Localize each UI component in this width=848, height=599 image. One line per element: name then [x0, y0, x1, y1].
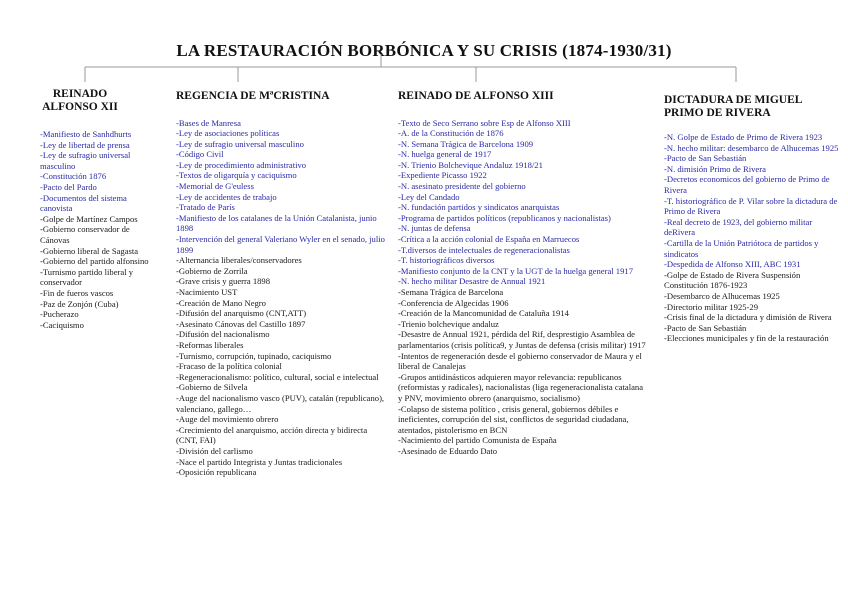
list-item: -Cartilla de la Unión Patriótoca de partidos y sindicatos — [664, 237, 819, 259]
list-item: -Turnismo, corrupción, tupinado, caciquismo — [176, 350, 332, 361]
list-item: -Manifiesto de Sanhdhurts — [40, 129, 132, 139]
list-item: -Gobierno de Silvela — [176, 382, 248, 393]
list-item: -N. huelga general de 1917 — [398, 149, 492, 160]
list-item: -Creación de Mano Negro — [176, 297, 266, 308]
list-item: -T. historiográfico de P. Vilar sobre la dictadura de Primo de Rivera — [664, 195, 838, 217]
list-item: -Gobierno de Zorrila — [176, 265, 248, 276]
list-item: -Constitución 1876 — [40, 171, 107, 182]
list-item: -Directorio militar 1925-29 — [664, 301, 759, 312]
column-alfonso-xiii — [398, 90, 648, 457]
list-item: -N. juntas de defensa — [398, 223, 471, 234]
list-item: -Asesinado de Eduardo Dato — [398, 445, 498, 456]
list-item: -Desembarco de Alhucemas 1925 — [664, 290, 780, 301]
column-cristina — [176, 90, 386, 478]
list-item: -Ley de accidentes de trabajo — [176, 191, 277, 202]
list-item: -Ley de sufragio universal masculino — [40, 150, 131, 171]
list-item: -Crisis final de la dictadura y dimisión de Rivera — [664, 312, 832, 323]
list-item: -Gobierno liberal de Sagasta — [40, 245, 139, 256]
list-item: -Fracaso de la política colonial — [176, 361, 282, 372]
list-item: -Crítica a la acción colonial de España en Marruecos — [398, 234, 580, 245]
list-item: -Texto de Seco Serrano sobre Esp de Alfonso XIII — [398, 117, 571, 128]
list-item: -Memorial de G'euless — [176, 181, 254, 192]
list-item: -Trienio bolchevique andaluz — [398, 318, 499, 329]
list-item: -Decretos economicos del gobierno de Primo de Rivera — [664, 174, 830, 195]
list-item: -Alternancia liberales/conservadores — [176, 255, 302, 266]
list-item: -A. de la Constitución de 1876 — [398, 128, 504, 139]
list-item: -Colapso de sistema político , crisis general, gobiernos débiles e ineficientes, corrupción del sist, conflictos de seguridad ciudadana, atentados, pistolerismo en BCN — [398, 403, 629, 435]
list-item: -N. Semana Trágica de Barcelona 1909 — [398, 138, 534, 149]
list-item: -T. historiográficos diversos — [398, 255, 495, 266]
events-list-alfonso-xiii — [398, 287, 648, 457]
column-title-dictadura: DICTADURA DE MIGUEL PRIMO DE RIVERA — [664, 94, 802, 119]
list-item: -Ley de procedimiento administrativo — [176, 159, 307, 170]
list-item: -Programa de partidos políticos (republicanos y nacionalistas) — [398, 212, 611, 223]
list-item: -Caciquismo — [40, 319, 84, 330]
list-item: -Auge del movimiento obrero — [176, 414, 279, 425]
list-item: -Pucherazo — [40, 309, 79, 320]
documents-list-alfonso-xii — [40, 129, 160, 214]
list-item: -Fin de fueros vascos — [40, 287, 114, 298]
list-item: -Real decreto de 1923, del gobierno militar deRivera — [664, 216, 813, 238]
list-item: -Intentos de regeneración desde el gobierno conservador de Maura y el liberal de Canalejas — [398, 350, 642, 372]
list-item: -Manifiesto de los catalanes de la Unión Catalanista, junio 1898 — [176, 212, 377, 234]
list-item: -Textos de oligarquía y caciquismo — [176, 170, 297, 181]
list-item: -Gobierno conservador de Cánovas — [40, 224, 130, 245]
events-list-alfonso-xii — [40, 214, 160, 331]
list-item: -Gobierno del partido alfonsino — [40, 256, 149, 267]
list-item: -Nacimiento del partido Comunista de España — [398, 435, 557, 446]
list-item: -Código Civil — [176, 149, 224, 160]
list-item: -Ley de sufragio universal masculino — [176, 138, 304, 149]
list-item: -División del carlismo — [176, 445, 253, 456]
list-item: -Reformas liberales — [176, 339, 244, 350]
list-item: -N. dimisión Primo de Rivera — [664, 163, 766, 174]
list-item: -Auge del nacionalismo vasco (PUV), catalán (republicano), valenciano, gallego… — [176, 392, 385, 414]
list-item: -Ley de libertad de prensa — [40, 139, 130, 150]
column-title-alfonso-xiii: REINADO DE ALFONSO XIII — [398, 90, 554, 102]
list-item: -Oposición republicana — [176, 467, 257, 478]
list-item: -Golpe de Martínez Campos — [40, 213, 138, 224]
list-item: -Intervención del general Valeriano Wyler en el senado, julio 1899 — [176, 234, 385, 255]
events-list-cristina — [176, 255, 386, 477]
list-item: -Turnismo partido liberal y conservador — [40, 266, 134, 288]
list-item: -N. hecho militar: desembarco de Alhucemas 1925 — [664, 142, 839, 153]
list-item: -Semana Trágica de Barcelona — [398, 287, 504, 297]
list-item: -Difusión del anarquismo (CNT,ATT) — [176, 308, 307, 319]
list-item: -Regeneracionalismo: político, cultural, social e intelectual — [176, 371, 379, 382]
list-item: -Grupos antidinásticos adquieren mayor relevancia: republicanos (reformistas y radicales), nacionalistas (liga regeneracionalista catalana y PNV, movimiento obrero (anarquismo, socialismo) — [398, 371, 644, 403]
list-item: -Ley del Candado — [398, 191, 460, 202]
list-item: -Tratado de París — [176, 202, 235, 213]
column-title-alfonso-xii: REINADO ALFONSO XII — [42, 88, 118, 113]
documents-list-cristina — [176, 118, 386, 256]
list-item: -Expediente Picasso 1922 — [398, 170, 487, 181]
list-item: -Ley de asociaciones políticas — [176, 128, 280, 139]
list-item: -Nacimiento UST — [176, 287, 238, 297]
list-item: -Crecimiento del anarquismo, acción directa y bidirecta (CNT, FAI) — [176, 424, 368, 446]
list-item: -Difusión del nacionalismo — [176, 329, 270, 340]
list-item: -Golpe de Estado de Rivera Suspensión Constitución 1876-1923 — [664, 269, 801, 291]
list-item: -Elecciones municipales y fin de la restauración — [664, 333, 829, 344]
list-item: -Pacto de San Sebastián — [664, 322, 747, 333]
list-item: -N. fundación partidos y sindicatos anarquistas — [398, 202, 560, 213]
list-item: -Despedida de Alfonso XIII, ABC 1931 — [664, 259, 801, 270]
list-item: -Pacto de San Sebastián — [664, 153, 747, 164]
list-item: -Desastre de Annual 1921, pérdida del Rif, desprestigio Asamblea de parlamentarios (crisis política9, y Juntas de defensa (crisis militar) 1917 — [398, 329, 646, 350]
documents-list-dictadura — [664, 132, 840, 270]
list-item: -Bases de Manresa — [176, 117, 241, 128]
list-item: -Asesinato Cánovas del Castillo 1897 — [176, 318, 306, 329]
list-item: -Grave crisis y guerra 1898 — [176, 276, 271, 287]
column-title-cristina: REGENCIA DE MªCRISTINA — [176, 90, 330, 102]
list-item: -Creación de la Mancomunidad de Cataluña 1914 — [398, 308, 569, 319]
list-item: -N. Trienio Bolchevique Andaluz 1918/21 — [398, 159, 543, 170]
list-item: -N. hecho militar Desastre de Annual 1921 — [398, 276, 546, 287]
list-item: -Conferencia de Algecidas 1906 — [398, 297, 509, 308]
column-dictadura — [664, 94, 840, 344]
documents-list-alfonso-xiii — [398, 118, 648, 288]
list-item: -Pacto del Pardo — [40, 181, 97, 192]
column-alfonso-xii — [40, 88, 160, 330]
list-item: -N. asesinato presidente del gobierno — [398, 181, 526, 192]
events-list-dictadura — [664, 270, 840, 344]
list-item: -Nace el partido Integrista y Juntas tradicionales — [176, 456, 343, 467]
list-item: -Paz de Zonjón (Cuba) — [40, 298, 119, 309]
list-item: -Manifiesto conjunto de la CNT y la UGT de la huelga general 1917 — [398, 265, 633, 276]
list-item: -T.diversos de intelectuales de regeneracionalistas — [398, 244, 570, 255]
page-title: LA RESTAURACIÓN BORBÓNICA Y SU CRISIS (1874-1930/31) — [176, 41, 672, 61]
list-item: -N. Golpe de Estado de Primo de Rivera 1923 — [664, 132, 823, 142]
list-item: -Documentos del sistema canovista — [40, 192, 127, 214]
